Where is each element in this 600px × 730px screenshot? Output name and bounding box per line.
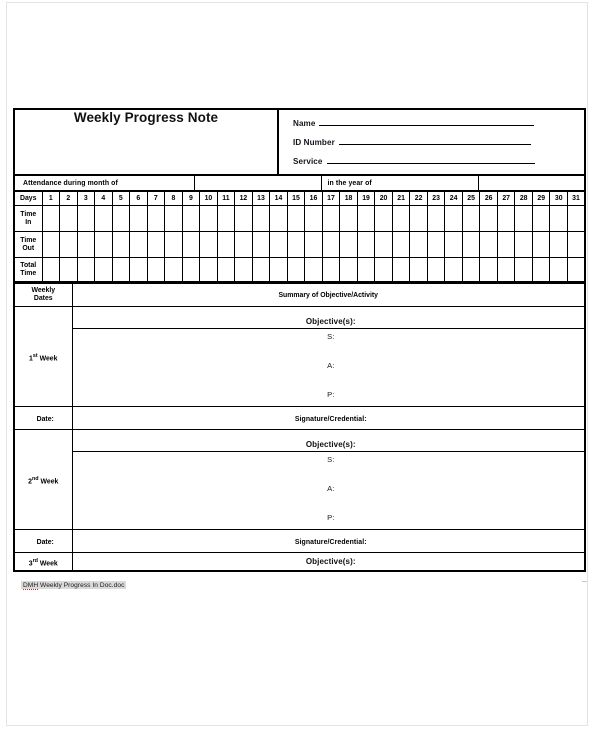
footer-filename-prefix: DMH xyxy=(23,581,39,589)
day-header-cell: 30 xyxy=(550,192,568,206)
title-cell xyxy=(14,109,278,175)
time-in-cell[interactable] xyxy=(305,206,323,232)
day-header-cell: 5 xyxy=(112,192,130,206)
time-out-cell[interactable] xyxy=(77,232,95,258)
week-1-soap[interactable] xyxy=(73,329,585,399)
total-time-cell[interactable] xyxy=(445,258,463,283)
time-out-cell[interactable] xyxy=(217,232,235,258)
time-in-cell[interactable] xyxy=(217,206,235,232)
day-header-cell: 31 xyxy=(567,192,585,206)
week-2-soap[interactable] xyxy=(73,452,585,522)
day-header-cell: 4 xyxy=(95,192,113,206)
day-header-cell: 28 xyxy=(515,192,533,206)
week-3-objective-label: Objective(s): xyxy=(305,556,356,566)
time-out-cell[interactable] xyxy=(305,232,323,258)
time-in-cell[interactable] xyxy=(375,206,393,232)
total-time-cell[interactable] xyxy=(550,258,568,283)
week-3-content[interactable] xyxy=(72,553,585,572)
time-in-cell[interactable] xyxy=(462,206,480,232)
header-row xyxy=(14,109,585,175)
time-in-cell[interactable] xyxy=(445,206,463,232)
time-in-cell[interactable] xyxy=(515,206,533,232)
id-number-field-row xyxy=(293,138,584,147)
day-header-cell: 15 xyxy=(287,192,305,206)
service-input-rule[interactable] xyxy=(327,159,535,164)
time-in-cell[interactable] xyxy=(270,206,288,232)
time-out-cell[interactable] xyxy=(410,232,428,258)
week-3-ordinal: 3 xyxy=(28,560,33,568)
week-2-assessment: A: xyxy=(327,483,335,493)
time-out-cell[interactable] xyxy=(550,232,568,258)
total-time-cell[interactable] xyxy=(130,258,148,283)
total-time-cell[interactable] xyxy=(270,258,288,283)
time-out-cell[interactable] xyxy=(427,232,445,258)
time-in-cell[interactable] xyxy=(77,206,95,232)
time-in-cell[interactable] xyxy=(532,206,550,232)
total-time-cell[interactable] xyxy=(392,258,410,283)
total-time-cell[interactable] xyxy=(322,258,340,283)
week-1-plan: P: xyxy=(327,389,335,399)
time-out-cell[interactable] xyxy=(322,232,340,258)
time-in-cell[interactable] xyxy=(567,206,585,232)
document-page xyxy=(6,2,588,726)
total-time-cell[interactable] xyxy=(497,258,515,283)
week-1-signature-row xyxy=(14,407,585,430)
time-out-cell[interactable] xyxy=(567,232,585,258)
total-time-label: Total Time xyxy=(14,258,42,283)
total-time-cell[interactable] xyxy=(515,258,533,283)
day-header-cell: 27 xyxy=(497,192,515,206)
day-header-cell: 23 xyxy=(427,192,445,206)
day-header-cell: 10 xyxy=(200,192,218,206)
time-in-cell[interactable] xyxy=(182,206,200,232)
time-in-cell[interactable] xyxy=(340,206,358,232)
total-time-row xyxy=(14,258,585,283)
time-out-cell[interactable] xyxy=(95,232,113,258)
week-2-objective-label: Objective(s): xyxy=(73,437,585,452)
week-2-content[interactable] xyxy=(72,430,585,530)
time-out-cell[interactable] xyxy=(515,232,533,258)
time-out-cell[interactable] xyxy=(112,232,130,258)
week-2-signature-row xyxy=(14,530,585,553)
attendance-period-row xyxy=(14,176,585,191)
total-time-cell[interactable] xyxy=(77,258,95,283)
weekly-progress-note-form xyxy=(13,108,584,572)
identity-block xyxy=(278,109,585,175)
days-header-row xyxy=(14,192,585,206)
time-in-cell[interactable] xyxy=(112,206,130,232)
time-in-cell[interactable] xyxy=(200,206,218,232)
total-time-cell[interactable] xyxy=(427,258,445,283)
week-3-label xyxy=(14,553,72,572)
time-in-cell[interactable] xyxy=(60,206,78,232)
attendance-header-table xyxy=(13,175,586,191)
time-in-cell[interactable] xyxy=(427,206,445,232)
day-header-cell: 14 xyxy=(270,192,288,206)
total-time-cell[interactable] xyxy=(165,258,183,283)
time-out-cell[interactable] xyxy=(182,232,200,258)
time-out-cell[interactable] xyxy=(375,232,393,258)
week-2-row xyxy=(14,430,585,530)
week-2-ordinal: 2 xyxy=(28,478,32,486)
days-label: Days xyxy=(14,192,42,206)
week-1-word: Week xyxy=(39,355,58,363)
service-label: Service xyxy=(293,156,323,166)
total-time-cell[interactable] xyxy=(147,258,165,283)
weekly-summary-table xyxy=(13,283,586,572)
time-out-cell[interactable] xyxy=(532,232,550,258)
day-header-cell: 3 xyxy=(77,192,95,206)
time-in-cell[interactable] xyxy=(165,206,183,232)
week-1-suffix: st xyxy=(32,353,38,360)
time-out-cell[interactable] xyxy=(130,232,148,258)
time-out-cell[interactable] xyxy=(147,232,165,258)
time-in-cell[interactable] xyxy=(497,206,515,232)
time-in-cell[interactable] xyxy=(42,206,60,232)
day-header-cell: 24 xyxy=(445,192,463,206)
total-time-cell[interactable] xyxy=(480,258,498,283)
time-out-cell[interactable] xyxy=(42,232,60,258)
total-time-cell[interactable] xyxy=(567,258,585,283)
week-1-signature-label[interactable]: Signature/Credential: xyxy=(72,407,585,430)
time-in-cell[interactable] xyxy=(252,206,270,232)
time-in-cell[interactable] xyxy=(480,206,498,232)
time-out-cell[interactable] xyxy=(235,232,253,258)
time-in-cell[interactable] xyxy=(95,206,113,232)
week-1-label xyxy=(14,307,72,407)
document-footer xyxy=(21,581,126,589)
name-label: Name xyxy=(293,119,316,128)
week-2-suffix: nd xyxy=(31,476,39,483)
time-out-cell[interactable] xyxy=(252,232,270,258)
total-time-cell[interactable] xyxy=(340,258,358,283)
day-header-cell: 19 xyxy=(357,192,375,206)
time-out-cell[interactable] xyxy=(462,232,480,258)
week-1-subjective: S: xyxy=(327,331,335,341)
name-field-row xyxy=(293,119,584,128)
day-header-cell: 11 xyxy=(217,192,235,206)
id-number-input-rule[interactable] xyxy=(339,140,531,145)
total-time-cell[interactable] xyxy=(42,258,60,283)
time-in-cell[interactable] xyxy=(550,206,568,232)
day-header-cell: 7 xyxy=(147,192,165,206)
total-time-cell[interactable] xyxy=(95,258,113,283)
day-header-cell: 16 xyxy=(305,192,323,206)
day-header-cell: 6 xyxy=(130,192,148,206)
attendance-year-label: in the year of xyxy=(321,176,478,191)
total-time-cell[interactable] xyxy=(60,258,78,283)
total-time-cell[interactable] xyxy=(200,258,218,283)
week-1-row xyxy=(14,307,585,407)
time-out-cell[interactable] xyxy=(497,232,515,258)
time-in-cell[interactable] xyxy=(235,206,253,232)
week-2-date-label[interactable]: Date: xyxy=(14,530,72,553)
total-time-cell[interactable] xyxy=(217,258,235,283)
week-1-ordinal: 1 xyxy=(29,355,33,363)
time-in-cell[interactable] xyxy=(147,206,165,232)
time-in-cell[interactable] xyxy=(130,206,148,232)
total-time-cell[interactable] xyxy=(375,258,393,283)
total-time-cell[interactable] xyxy=(410,258,428,283)
time-in-cell[interactable] xyxy=(410,206,428,232)
day-header-cell: 8 xyxy=(165,192,183,206)
week-3-word: Week xyxy=(39,560,58,568)
week-2-label xyxy=(14,430,72,530)
time-out-cell[interactable] xyxy=(445,232,463,258)
time-in-cell[interactable] xyxy=(322,206,340,232)
day-header-cell: 18 xyxy=(340,192,358,206)
day-header-cell: 2 xyxy=(60,192,78,206)
day-header-cell: 26 xyxy=(480,192,498,206)
time-out-cell[interactable] xyxy=(270,232,288,258)
total-time-cell[interactable] xyxy=(462,258,480,283)
attendance-year-value[interactable] xyxy=(478,176,585,191)
total-time-cell[interactable] xyxy=(112,258,130,283)
day-header-cell: 21 xyxy=(392,192,410,206)
time-out-row xyxy=(14,232,585,258)
total-time-cell[interactable] xyxy=(252,258,270,283)
time-in-cell[interactable] xyxy=(357,206,375,232)
attendance-month-label: Attendance during month of xyxy=(14,176,194,191)
time-out-cell[interactable] xyxy=(340,232,358,258)
day-header-cell: 29 xyxy=(532,192,550,206)
time-in-cell[interactable] xyxy=(287,206,305,232)
time-out-cell[interactable] xyxy=(200,232,218,258)
week-1-date-label[interactable]: Date: xyxy=(14,407,72,430)
total-time-cell[interactable] xyxy=(532,258,550,283)
footer-filename: Weekly Progress In Doc.doc xyxy=(38,581,125,589)
name-input-rule[interactable] xyxy=(319,121,534,126)
page-corner-mark xyxy=(582,581,588,589)
day-header-cell: 22 xyxy=(410,192,428,206)
total-time-cell[interactable] xyxy=(182,258,200,283)
total-time-cell[interactable] xyxy=(287,258,305,283)
week-2-plan: P: xyxy=(327,512,335,522)
day-header-cell: 13 xyxy=(252,192,270,206)
day-header-cell: 1 xyxy=(42,192,60,206)
week-2-word: Week xyxy=(40,478,59,486)
id-number-label: ID Number xyxy=(293,137,335,147)
time-out-cell[interactable] xyxy=(60,232,78,258)
time-out-cell[interactable] xyxy=(392,232,410,258)
time-out-cell[interactable] xyxy=(480,232,498,258)
time-in-label: Time In xyxy=(14,206,42,232)
time-out-label: Time Out xyxy=(14,232,42,258)
time-out-cell[interactable] xyxy=(287,232,305,258)
summary-header-row xyxy=(14,284,585,307)
weekly-dates-header-line2: Dates xyxy=(33,295,53,302)
day-header-cell: 20 xyxy=(375,192,393,206)
time-in-cell[interactable] xyxy=(392,206,410,232)
service-field-row xyxy=(293,157,584,166)
form-header-table xyxy=(13,108,586,175)
attendance-month-value[interactable] xyxy=(194,176,321,191)
page-title: Weekly Progress Note xyxy=(73,110,219,125)
week-3-row xyxy=(14,553,585,572)
day-header-cell: 25 xyxy=(462,192,480,206)
total-time-cell[interactable] xyxy=(235,258,253,283)
attendance-days-table xyxy=(13,191,586,283)
total-time-cell[interactable] xyxy=(305,258,323,283)
summary-activity-header: Summary of Objective/Activity xyxy=(72,284,585,307)
time-out-cell[interactable] xyxy=(357,232,375,258)
week-3-suffix: rd xyxy=(32,557,38,564)
weekly-dates-header-line1: Weekly xyxy=(31,286,56,294)
total-time-cell[interactable] xyxy=(357,258,375,283)
day-header-cell: 12 xyxy=(235,192,253,206)
week-1-assessment: A: xyxy=(327,360,335,370)
week-1-objective-label: Objective(s): xyxy=(73,314,585,329)
day-header-cell: 17 xyxy=(322,192,340,206)
week-2-subjective: S: xyxy=(327,454,335,464)
day-header-cell: 9 xyxy=(182,192,200,206)
week-2-signature-label[interactable]: Signature/Credential: xyxy=(72,530,585,553)
time-out-cell[interactable] xyxy=(165,232,183,258)
weekly-dates-header xyxy=(14,284,72,307)
time-in-row xyxy=(14,206,585,232)
week-1-content[interactable] xyxy=(72,307,585,407)
